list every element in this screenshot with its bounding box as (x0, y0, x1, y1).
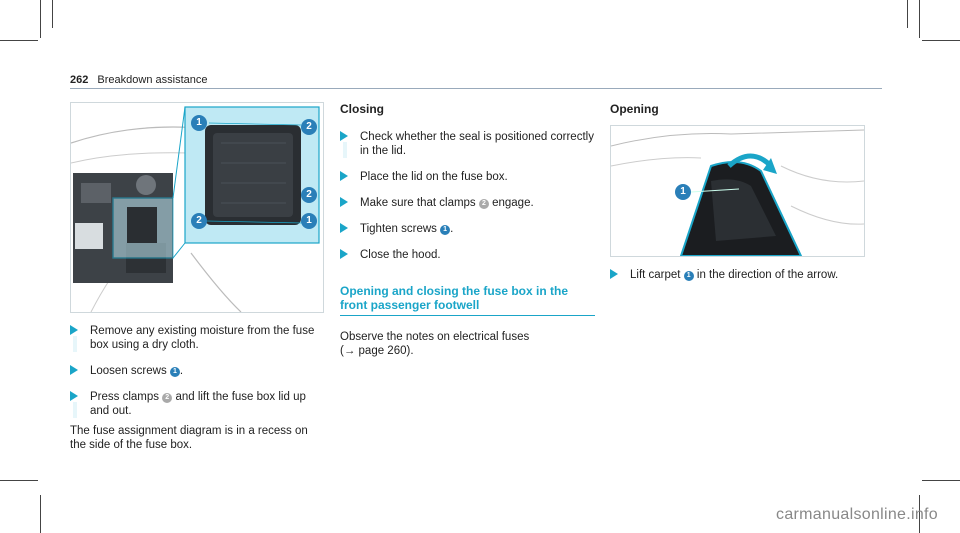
opening-heading: Opening (610, 102, 659, 116)
step-text: Lift carpet (630, 269, 681, 281)
badge-1: 1 (684, 271, 694, 281)
page-header (70, 74, 207, 86)
step-text: Place the lid on the fuse box. (360, 171, 508, 183)
step-bar (343, 142, 347, 158)
step-text: Close the hood. (360, 249, 441, 261)
badge-2: 2 (479, 199, 489, 209)
badge-1: 1 (170, 367, 180, 377)
crop-mark (0, 480, 38, 481)
step-text-end: engage. (492, 197, 534, 209)
step-place-lid (340, 170, 595, 184)
note-line-1: Observe the notes on electrical fuses (340, 331, 530, 343)
right-column-steps (610, 268, 870, 294)
step-bar (73, 402, 77, 418)
step-text: Tighten screws (360, 223, 437, 235)
step-arrow-icon (340, 223, 348, 233)
step-text-end: and lift the fuse box lid up and out. (90, 391, 306, 417)
engine-fuse-box-illustration (71, 103, 323, 312)
crop-mark (907, 0, 908, 28)
step-arrow-icon (340, 131, 348, 141)
step-arrow-icon (340, 197, 348, 207)
step-clamps-engage (340, 196, 595, 210)
step-tighten-screws (340, 222, 595, 236)
callout-1-top-left: 1 (191, 115, 207, 131)
crop-mark (922, 480, 960, 481)
page-number: 262 (70, 74, 89, 86)
step-text: Loosen screws (90, 365, 167, 377)
step-remove-moisture (70, 324, 322, 352)
crop-mark (0, 40, 38, 41)
electrical-fuses-note (340, 330, 595, 358)
callout-2-bottom-left: 2 (191, 213, 207, 229)
footwell-figure (610, 125, 865, 257)
section-title: Breakdown assistance (97, 74, 208, 86)
step-arrow-icon (340, 249, 348, 259)
step-text: Remove any existing moisture from the fuse box using a dry cloth. (90, 325, 315, 351)
step-press-clamps (70, 390, 322, 418)
watermark: carmanualsonline.info (776, 506, 938, 523)
crop-mark (922, 40, 960, 41)
crop-mark (52, 0, 53, 28)
left-column (70, 324, 322, 458)
step-text: Press clamps (90, 391, 160, 403)
step-text: Make sure that clamps (360, 197, 476, 209)
callout-2-right: 2 (301, 187, 317, 203)
fuse-diagram-note: The fuse assignment diagram is in a recess on the side of the fuse box. (70, 425, 308, 451)
callout-1-bottom-right: 1 (301, 213, 317, 229)
step-lift-carpet (610, 268, 870, 282)
badge-1: 1 (440, 225, 450, 235)
footwell-carpet-illustration (611, 126, 864, 256)
middle-column (340, 102, 595, 364)
step-arrow-icon (610, 269, 618, 279)
closing-heading: Closing (340, 102, 384, 116)
footwell-subheading: Opening and closing the fuse box in the front passenger footwell (340, 284, 595, 316)
step-arrow-icon (70, 391, 78, 401)
callout-1-carpet: 1 (675, 184, 691, 200)
step-text: Check whether the seal is positioned correctly in the lid. (360, 131, 594, 157)
engine-fuse-box-figure (70, 102, 324, 313)
crop-mark (40, 495, 41, 533)
step-text-end: . (450, 223, 454, 235)
step-bar (73, 336, 77, 352)
step-text-end: . (179, 365, 184, 377)
step-loosen-screws (70, 364, 322, 378)
step-arrow-icon (70, 365, 78, 375)
crop-mark (40, 0, 41, 38)
step-arrow-icon (70, 325, 78, 335)
page-reference-link[interactable]: (→ page 260). (340, 345, 414, 357)
crop-mark (919, 0, 920, 38)
step-close-hood (340, 248, 595, 262)
badge-2: 2 (162, 393, 172, 403)
callout-2-top-right: 2 (301, 119, 317, 135)
step-check-seal (340, 130, 595, 158)
step-text-end: in the direction of the arrow. (696, 269, 839, 281)
step-arrow-icon (340, 171, 348, 181)
header-divider (70, 88, 882, 89)
